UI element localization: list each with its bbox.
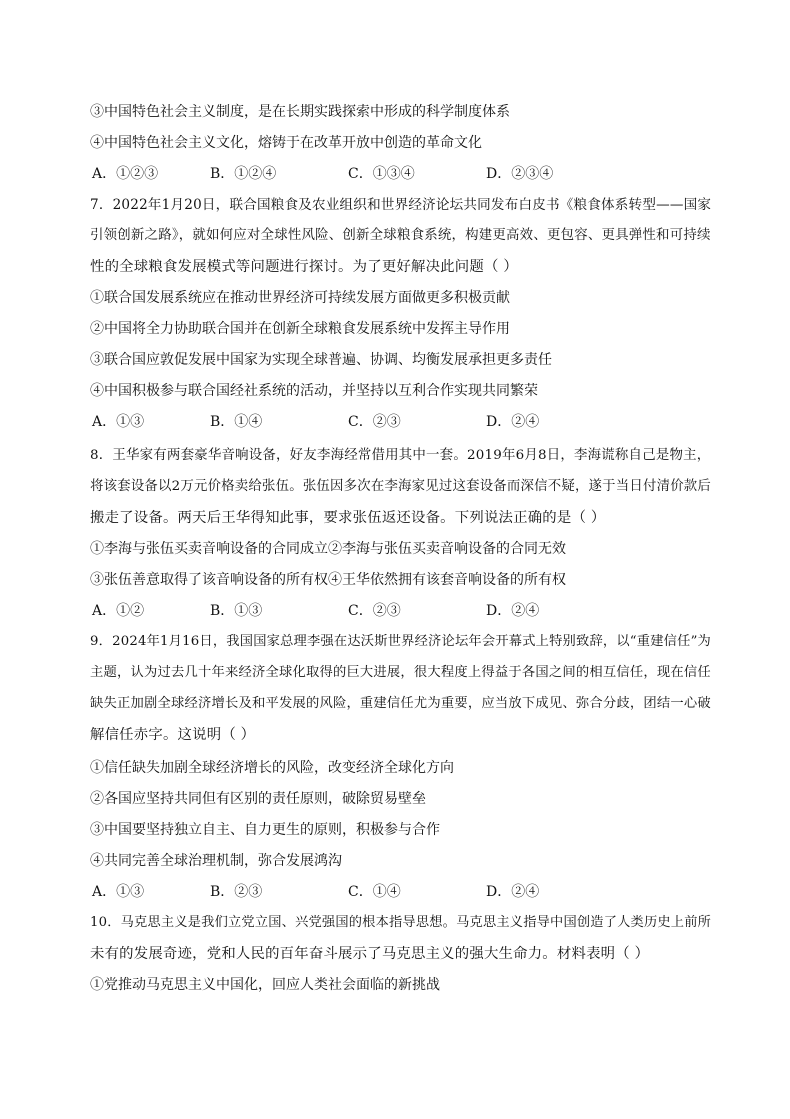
q9-option-a: A．①③ bbox=[92, 884, 145, 900]
q7-item-2: ②中国将全力协助联合国并在创新全球粮食发展系统中发挥主导作用 bbox=[90, 321, 510, 337]
q6-item-4: ④中国特色社会主义文化，熔铸于在改革开放中创造的革命文化 bbox=[90, 135, 482, 151]
q10-stem-line-1: 10．马克思主义是我们立党立国、兴党强国的根本指导思想。马克思主义指导中国创造了人类历史上前所 bbox=[90, 915, 712, 930]
q8-items-line-1: ①李海与张伍买卖音响设备的合同成立②李海与张伍买卖音响设备的合同无效 bbox=[90, 541, 566, 557]
q7-item-1: ①联合国发展系统应在推动世界经济可持续发展方面做更多积极贡献 bbox=[90, 290, 510, 306]
q6-option-d: D．②③④ bbox=[486, 166, 554, 182]
q6-options bbox=[92, 165, 712, 183]
q10-stem-line-2: 未有的发展奇迹，党和人民的百年奋斗展示了马克思主义的强大生命力。材料表明（ ） bbox=[90, 946, 650, 962]
q8-items-line-2: ③张伍善意取得了该音响设备的所有权④王华依然拥有该套音响设备的所有权 bbox=[90, 572, 566, 588]
q9-item-2: ②各国应坚持共同但有区别的责任原则，破除贸易壁垒 bbox=[90, 791, 426, 807]
q7-item-4: ④中国积极参与联合国经社系统的活动，并坚持以互利合作实现共同繁荣 bbox=[90, 383, 538, 399]
q6-item-3: ③中国特色社会主义制度，是在长期实践探索中形成的科学制度体系 bbox=[90, 104, 510, 120]
q7-option-c: C．②③ bbox=[348, 414, 401, 430]
q9-stem-line-4: 解信任赤字。这说明（ ） bbox=[90, 727, 256, 743]
q9-item-4: ④共同完善全球治理机制，弥合发展鸿沟 bbox=[90, 853, 342, 869]
q8-option-d: D．②④ bbox=[486, 603, 540, 619]
q8-options bbox=[92, 602, 712, 620]
q6-option-b: B．①②④ bbox=[210, 166, 277, 182]
q7-stem-line-3: 性的全球粮食发展模式等问题进行探讨。为了更好解决此问题（ ） bbox=[90, 259, 518, 275]
q9-item-3: ③中国要坚持独立自主、自力更生的原则，积极参与合作 bbox=[90, 822, 440, 838]
q8-option-b: B．①③ bbox=[210, 603, 263, 619]
q7-stem-line-1: 7．2022年1月20日，联合国粮食及农业组织和世界经济论坛共同发布白皮书《粮食体系转型——国家 bbox=[90, 197, 712, 213]
q7-option-b: B．①④ bbox=[210, 414, 263, 430]
q9-option-b: B．②③ bbox=[210, 884, 263, 900]
q9-item-1: ①信任缺失加剧全球经济增长的风险，改变经济全球化方向 bbox=[90, 760, 454, 776]
q8-stem-line-2: 将该套设备以2万元价格卖给张伍。张伍因多次在李海家见过这套设备而深信不疑，遂于当日付清价款后 bbox=[90, 479, 712, 494]
q8-option-c: C．②③ bbox=[348, 603, 401, 619]
q7-option-a: A．①③ bbox=[92, 414, 145, 430]
q9-option-c: C．①④ bbox=[348, 884, 401, 900]
q7-options bbox=[92, 413, 712, 431]
q7-stem-line-2: 引领创新之路》，就如何应对全球性风险、创新全球粮食系统，构建更高效、更包容、更具弹性和可持续 bbox=[90, 228, 711, 243]
q6-option-a: A．①②③ bbox=[92, 166, 159, 182]
q10-item-1: ①党推动马克思主义中国化，回应人类社会面临的新挑战 bbox=[90, 977, 440, 993]
q9-stem-line-3: 缺失正加剧全球经济增长及和平发展的风险，重建信任尤为重要，应当放下成见、弥合分歧，团结一心破 bbox=[90, 696, 711, 711]
q9-stem-line-1: 9．2024年1月16日，我国国家总理李强在达沃斯世界经济论坛年会开幕式上特别致辞，以“重建信任”为 bbox=[90, 634, 711, 649]
q8-option-a: A．①② bbox=[92, 603, 145, 619]
q9-option-d: D．②④ bbox=[486, 884, 540, 900]
q9-stem-line-2: 主题，认为过去几十年来经济全球化取得的巨大进展，很大程度上得益于各国之间的相互信任，现在信任 bbox=[90, 665, 711, 680]
q7-option-d: D．②④ bbox=[486, 414, 540, 430]
q8-stem-line-3: 搬走了设备。两天后王华得知此事，要求张伍返还设备。下列说法正确的是（ ） bbox=[90, 510, 606, 526]
q6-option-c: C．①③④ bbox=[348, 166, 415, 182]
q7-item-3: ③联合国应敦促发展中国家为实现全球普遍、协调、均衡发展承担更多责任 bbox=[90, 352, 552, 368]
q9-options bbox=[92, 883, 712, 901]
q8-stem-line-1: 8．王华家有两套豪华音响设备，好友李海经常借用其中一套。2019年6月8日，李海谎称自己是物主， bbox=[90, 448, 711, 463]
